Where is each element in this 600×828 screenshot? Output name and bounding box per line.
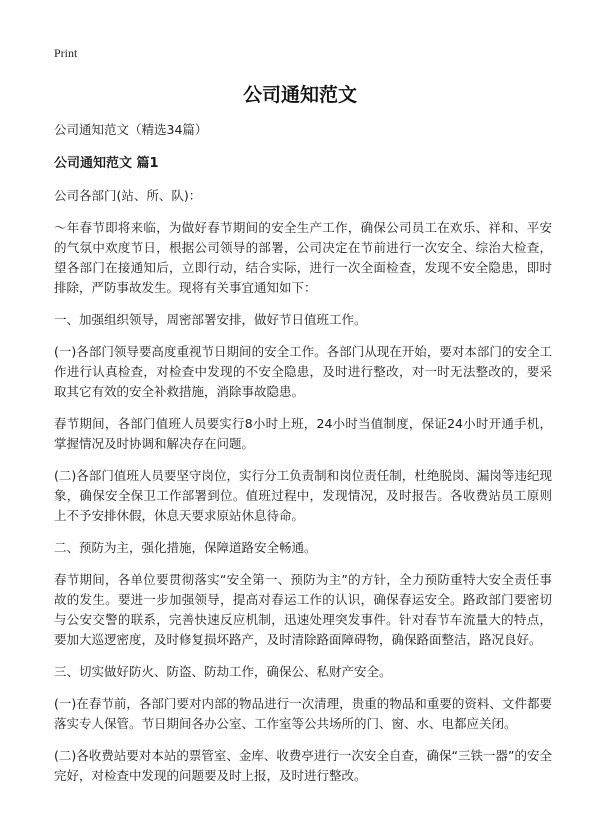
print-link[interactable]: Print: [54, 46, 78, 60]
document-body: [54, 120, 552, 798]
body-paragraph: 春节期间，各单位要贯彻落实“安全第一、预防为主”的方针，全力预防重特大安全责任事故的发生。要进一步加强领导，提高对春运工作的认识，确保春运安全。路政部门要密切与公安交警的联系，完善快速反应机制，迅速处理突发事件。针对春节车流量大的特点，要加大巡逻密度，及时修复损坏路产，及时清除路面障碍物，确保路面整洁，路况良好。: [54, 572, 552, 647]
body-paragraph: (二)各收费站要对本站的票管室、金库、收费亭进行一次安全自查，确保“三铁一器”的安全完好，对检查中发现的问题要及时上报，及时进行整改。: [54, 748, 552, 783]
item-heading-3: 三、切实做好防火、防盗、防劫工作，确保公、私财产安全。: [54, 664, 392, 679]
document-title: 公司通知范文: [242, 84, 357, 106]
body-paragraph: (一)各部门领导要高度重视节日期间的安全工作。各部门从现在开始，要对本部门的安全工作进行认真检查，对检查中发现的不安全隐患，及时进行整改，对一时无法整改的，要采取其它有效的安全补救措施，消除事故隐患。: [54, 344, 552, 399]
body-paragraph: (二)各部门值班人员要坚守岗位，实行分工负责制和岗位责任制，杜绝脱岗、漏岗等违纪现象，确保安全保卫工作部署到位。值班过程中，发现情况，及时报告。各收费站员工原则上不予安排休假，休息天要求原站休息待命。: [54, 468, 552, 523]
body-paragraph: 春节期间，各部门值班人员要实行8小时上班，24小时当值制度，保证24小时开通手机，掌握情况及时协调和解决存在问题。: [54, 416, 552, 451]
salutation-paragraph: 公司各部门(站、所、队)：: [54, 188, 202, 203]
item-heading-1: 一、加强组织领导，周密部署安排，做好节日值班工作。: [54, 312, 367, 327]
item-heading-2: 二、预防为主，强化措施，保障道路安全畅通。: [54, 540, 317, 555]
section-heading: 公司通知范文 篇1: [54, 156, 159, 171]
body-paragraph: (一)在春节前，各部门要对内部的物品进行一次清理，贵重的物品和重要的资料、文件都要落实专人保管。节日期间各办公室、工作室等公共场所的门、窗、水、电都应关闭。: [54, 696, 552, 731]
intro-paragraph: ～年春节即将来临，为做好春节期间的安全生产工作，确保公司员工在欢乐、祥和、平安的气氛中欢度节日，根据公司领导的部署，公司决定在节前进行一次安全、综治大检查，望各部门在接通知后，立即行动，结合实际，进行一次全面检查，发现不安全隐患，即时排除，严防事故发生。现将有关事宜通知如下：: [54, 220, 552, 295]
document-subtitle: 公司通知范文（精选34篇）: [54, 122, 208, 137]
